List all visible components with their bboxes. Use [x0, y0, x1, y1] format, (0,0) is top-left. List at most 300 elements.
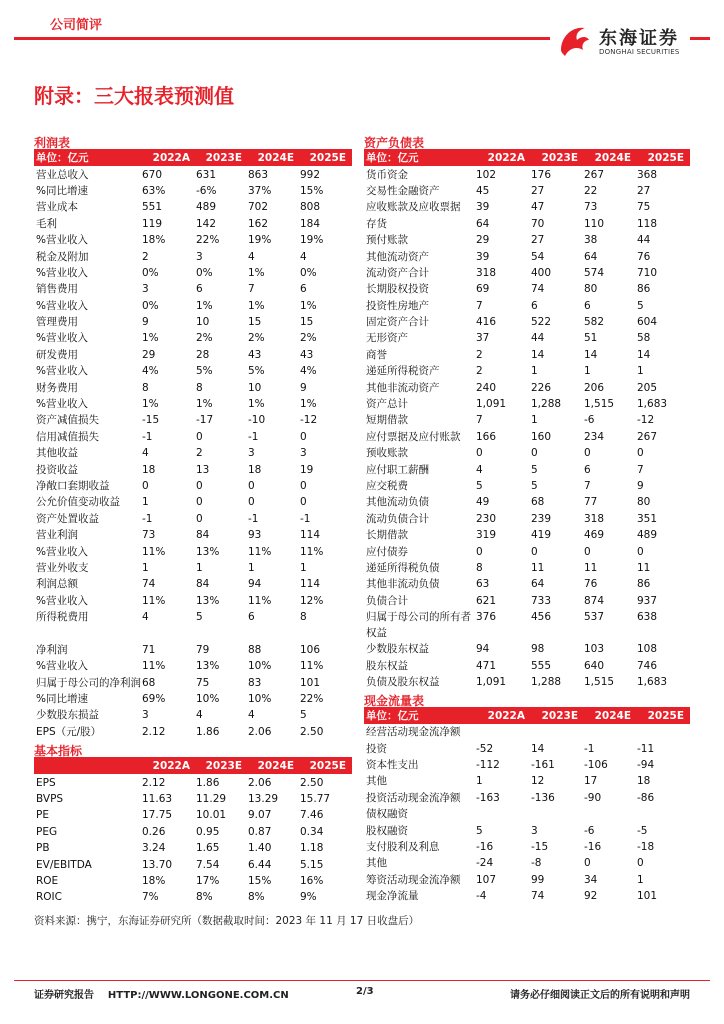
cell-value: 9 [142, 316, 149, 329]
row-label: 固定资产合计 [366, 316, 429, 329]
cell-value: 94 [476, 643, 490, 656]
table-row [34, 412, 352, 428]
row-label: 资产减值损失 [36, 414, 99, 427]
cell-value: 70 [531, 217, 545, 230]
row-label: 营业利润 [36, 529, 78, 542]
cell-value: 37% [248, 184, 272, 197]
row-label: 管理费用 [36, 316, 78, 329]
table-row [364, 232, 690, 248]
cell-value: -106 [584, 758, 608, 771]
cell-value: 22% [196, 234, 220, 247]
cell-value: 102 [476, 168, 497, 181]
cell-value: 101 [637, 890, 658, 903]
cell-value: 5.15 [300, 858, 324, 871]
table-row [364, 609, 690, 641]
table-row [34, 248, 352, 264]
cell-value: 1.86 [196, 776, 220, 789]
table-row [364, 199, 690, 215]
cell-value: 1% [248, 266, 265, 279]
cell-value: 0 [196, 496, 203, 509]
row-label: %同比增速 [36, 693, 88, 706]
cell-value: 992 [300, 168, 321, 181]
cell-value: 4 [196, 709, 203, 722]
cell-value: 0.95 [196, 825, 220, 838]
cell-value: 9.07 [248, 809, 272, 822]
cell-value: 39 [476, 201, 490, 214]
column-header: 2025E [300, 150, 352, 166]
cell-value: 94 [248, 578, 262, 591]
cell-value: 11% [300, 545, 324, 558]
table-row [34, 216, 352, 232]
cell-value: 49 [476, 496, 490, 509]
cell-value: 14 [531, 742, 545, 755]
column-header: 2022A [142, 150, 196, 166]
cell-value: 733 [531, 594, 552, 607]
cell-value: 489 [196, 201, 217, 214]
table-row [34, 856, 352, 872]
cell-value: 863 [248, 168, 269, 181]
table-row [364, 298, 690, 314]
cell-value: 0 [248, 480, 255, 492]
row-label: 研发费用 [36, 348, 78, 361]
cell-value: 14 [637, 348, 651, 361]
table-row [364, 806, 690, 822]
cell-value: 702 [248, 201, 269, 214]
cell-value: 5 [531, 463, 538, 476]
cell-value: 75 [637, 201, 651, 214]
cell-value: 108 [637, 643, 658, 656]
cell-value: 1% [248, 398, 265, 411]
row-label: 应收账款及应收票据 [366, 201, 461, 214]
cell-value: 937 [637, 594, 658, 607]
footer-website[interactable]: 证券研究报告 HTTP://WWW.LONGONE.COM.CN [34, 990, 289, 1001]
cell-value: 5 [196, 611, 203, 624]
row-label: %营业收入 [36, 266, 88, 279]
cell-value: 1 [531, 365, 538, 378]
cell-value: 5 [300, 709, 307, 722]
table-row [364, 183, 690, 199]
cashflow-table [364, 708, 690, 904]
cell-value: 142 [196, 217, 217, 230]
table-row [364, 657, 690, 673]
column-header: 2025E [300, 758, 352, 774]
cell-value: 6 [584, 463, 591, 476]
cell-value: 0 [531, 545, 538, 558]
cell-value: 0.87 [248, 825, 272, 838]
row-label: 净利润 [36, 643, 68, 656]
table-row [34, 330, 352, 346]
cell-value: 604 [637, 316, 658, 329]
table-row [34, 183, 352, 199]
row-label: %营业收入 [36, 594, 88, 607]
cell-value: 69 [476, 283, 490, 296]
row-label: %营业收入 [36, 660, 88, 673]
cell-value: 15 [300, 316, 314, 329]
cell-value: 63 [476, 578, 490, 591]
cell-value: -10 [248, 414, 266, 427]
column-header: 单位：亿元 [364, 150, 476, 166]
cell-value: 13% [196, 594, 220, 607]
cell-value: 83 [248, 676, 262, 689]
header-divider-right [690, 37, 710, 40]
cell-value: -94 [637, 758, 655, 771]
cell-value: 489 [637, 529, 658, 542]
column-header: 2023E [531, 708, 584, 724]
column-header: 2022A [476, 150, 531, 166]
row-label: 股权融资 [366, 824, 408, 837]
table-row [34, 889, 352, 905]
column-header: 2023E [531, 150, 584, 166]
cell-value: 6 [196, 283, 203, 296]
cell-value: 1,683 [637, 675, 668, 688]
cell-value: 3 [196, 250, 203, 263]
cell-value [637, 724, 690, 740]
cell-value: 7 [637, 463, 644, 476]
cell-value: 6 [531, 299, 538, 312]
cell-value: 27 [531, 234, 545, 247]
cell-value [300, 625, 352, 641]
cell-value: 13 [196, 463, 210, 476]
cell-value: 631 [196, 168, 217, 181]
table-row [364, 429, 690, 445]
row-label: PB [36, 842, 50, 855]
cell-value: 15 [248, 316, 262, 329]
table-row [364, 511, 690, 527]
cell-value: 1,515 [584, 398, 615, 411]
row-label: %营业收入 [36, 365, 88, 378]
income-statement-table [34, 150, 352, 740]
cell-value: 1,091 [476, 675, 507, 688]
cell-value: 18 [248, 463, 262, 476]
column-header: 2022A [142, 758, 196, 774]
cell-value: 86 [637, 283, 651, 296]
cell-value [584, 724, 637, 740]
cell-value: 3 [142, 283, 149, 296]
table-row [364, 724, 690, 740]
cell-value: 2.12 [142, 776, 166, 789]
column-header: 2022A [476, 708, 531, 724]
cell-value: 10% [196, 693, 220, 706]
table-header-row [34, 758, 352, 774]
table-row [34, 543, 352, 559]
table-row [364, 281, 690, 297]
row-label: 货币资金 [366, 168, 408, 181]
table-row [364, 216, 690, 232]
table-row [364, 855, 690, 871]
balance-sheet-title: 资产负债表 [364, 136, 690, 150]
table-row [364, 790, 690, 806]
cell-value: -24 [476, 857, 494, 870]
row-label: %营业收入 [36, 332, 88, 345]
cell-value: 3.24 [142, 842, 166, 855]
cell-value: 1,091 [476, 398, 507, 411]
income-statement-title: 利润表 [34, 136, 352, 150]
cell-value: 0% [142, 299, 159, 312]
cell-value: 0 [196, 430, 203, 443]
table-row [364, 527, 690, 543]
cell-value: 64 [531, 578, 545, 591]
cell-value: 5 [476, 824, 483, 837]
table-row [34, 199, 352, 215]
cell-value: 0 [637, 545, 644, 558]
cell-value: 39 [476, 250, 490, 263]
cell-value: 1 [476, 775, 483, 788]
table-row [34, 396, 352, 412]
cell-value: 1.65 [196, 842, 220, 855]
row-label: BVPS [36, 792, 64, 805]
column-header: 2024E [584, 708, 637, 724]
row-label: 负债合计 [366, 594, 408, 607]
cell-value: 319 [476, 529, 497, 542]
cell-value: 18% [142, 234, 166, 247]
table-row [34, 314, 352, 330]
cell-value: 43 [248, 348, 262, 361]
cell-value: 9 [300, 381, 307, 394]
cell-value: 4 [142, 611, 149, 624]
table-row [34, 609, 352, 625]
cell-value: 6 [300, 283, 307, 296]
row-label: 筹资活动现金流净额 [366, 873, 461, 886]
table-row [34, 560, 352, 576]
cell-value: -18 [637, 840, 655, 853]
cell-value: 5 [637, 299, 644, 312]
row-label: 应交税费 [366, 480, 408, 492]
cell-value: 74 [142, 578, 156, 591]
table-row [34, 265, 352, 281]
cell-value: 69% [142, 693, 166, 706]
logo-text-en: DONGHAI SECURITIES [599, 48, 680, 56]
cell-value: 64 [476, 217, 490, 230]
table-row [364, 330, 690, 346]
table-header-row [364, 150, 690, 166]
cell-value: 6 [248, 611, 255, 624]
cell-value [248, 625, 300, 641]
row-label: 无形资产 [366, 332, 408, 345]
table-row [364, 412, 690, 428]
cell-value: -15 [531, 840, 549, 853]
cell-value: 11% [142, 660, 166, 673]
table-row [364, 314, 690, 330]
cell-value: 10% [248, 693, 272, 706]
footer-disclaimer: 请务必仔细阅读正文后的所有说明和声明 [510, 990, 690, 1001]
cell-value: 74 [531, 283, 545, 296]
cell-value: 5 [476, 480, 483, 492]
cell-value [637, 806, 690, 822]
balance-sheet-table [364, 150, 690, 690]
row-label: 营业外收支 [36, 561, 89, 574]
row-label: 递延所得税资产 [366, 365, 440, 378]
table-row [364, 396, 690, 412]
footer-divider [14, 980, 710, 981]
cell-value: 37 [476, 332, 490, 345]
table-row [34, 807, 352, 823]
cell-value: 19% [248, 234, 272, 247]
page-number: 2/3 [356, 986, 374, 997]
cell-value: -1 [142, 430, 153, 443]
cell-value: -161 [531, 758, 555, 771]
cell-value: 471 [476, 659, 497, 672]
row-label: 所得税费用 [36, 611, 89, 624]
cell-value: 351 [637, 512, 658, 525]
cell-value: 0 [196, 512, 203, 525]
cell-value: 9% [300, 891, 317, 904]
cell-value: 13% [196, 660, 220, 673]
cell-value: -4 [476, 890, 487, 903]
cell-value: 0 [300, 496, 307, 509]
cell-value: 0.34 [300, 825, 324, 838]
cell-value: 7 [476, 299, 483, 312]
cell-value: 0 [476, 545, 483, 558]
cell-value: 103 [584, 643, 605, 656]
cell-value: 15% [300, 184, 324, 197]
cell-value: 621 [476, 594, 497, 607]
cell-value: 2.50 [300, 776, 324, 789]
row-label: 少数股东损益 [36, 709, 99, 722]
cell-value: 234 [584, 430, 605, 443]
row-label: 存货 [366, 217, 387, 230]
cell-value: 416 [476, 316, 497, 329]
cell-value [142, 625, 196, 641]
row-label: 净敞口套期收益 [36, 480, 110, 492]
cell-value: 5 [531, 480, 538, 492]
cell-value: 84 [196, 529, 210, 542]
table-row [364, 461, 690, 477]
column-header: 2024E [248, 758, 300, 774]
cell-value: -15 [142, 414, 160, 427]
column-header: 2023E [196, 150, 248, 166]
cell-value: 80 [584, 283, 598, 296]
cell-value: 1,288 [531, 675, 562, 688]
cell-value: 1 [196, 561, 203, 574]
cell-value: 10.01 [196, 809, 227, 822]
cell-value: 19 [300, 463, 314, 476]
row-label: 资产处置收益 [36, 512, 99, 525]
row-label: 其他 [366, 857, 387, 870]
cell-value: 110 [584, 217, 605, 230]
cell-value [476, 724, 531, 740]
row-label: 投资活动现金流净额 [366, 791, 461, 804]
cell-value: 18 [142, 463, 156, 476]
table-row [364, 494, 690, 510]
cell-value: 4 [142, 447, 149, 460]
cell-value: 5% [248, 365, 265, 378]
cell-value: 10% [248, 660, 272, 673]
row-label: 应付债券 [366, 545, 408, 558]
row-label: %营业收入 [36, 234, 88, 247]
table-row [34, 429, 352, 445]
row-label: 毛利 [36, 217, 57, 230]
table-row [34, 675, 352, 691]
table-row [34, 461, 352, 477]
cell-value [531, 806, 584, 822]
cell-value: 98 [531, 643, 545, 656]
cell-value: 88 [248, 643, 262, 656]
cell-value: 11 [637, 561, 651, 574]
row-label: 营业总收入 [36, 168, 89, 181]
cell-value: 77 [584, 496, 598, 509]
table-row [364, 641, 690, 657]
table-row [34, 824, 352, 840]
cell-value: 44 [637, 234, 651, 247]
cell-value: 34 [584, 873, 598, 886]
row-label: 其他流动资产 [366, 250, 429, 263]
company-logo [555, 20, 689, 60]
cell-value: 574 [584, 266, 605, 279]
indicators-title: 基本指标 [34, 744, 352, 758]
cell-value: 93 [248, 529, 262, 542]
table-row [364, 166, 690, 182]
row-label: 递延所得税负债 [366, 561, 440, 574]
table-row [34, 232, 352, 248]
cell-value: 119 [142, 217, 163, 230]
cell-value: 84 [196, 578, 210, 591]
cell-value: 1% [248, 299, 265, 312]
table-row [364, 822, 690, 838]
cell-value: 368 [637, 168, 658, 181]
cell-value: 17 [584, 775, 598, 788]
cell-value: 0 [248, 496, 255, 509]
cell-value: 551 [142, 201, 163, 214]
row-label: 财务费用 [36, 381, 78, 394]
page-title: 附录：三大报表预测值 [34, 84, 234, 108]
cell-value: 80 [637, 496, 651, 509]
cell-value: 160 [531, 430, 552, 443]
cell-value: 1 [637, 365, 644, 378]
cell-value: 27 [531, 184, 545, 197]
cell-value: 4 [248, 709, 255, 722]
cell-value: 7 [248, 283, 255, 296]
cell-value: -16 [476, 840, 494, 853]
cell-value: 3 [531, 824, 538, 837]
row-label: EPS（元/股） [36, 725, 102, 738]
table-row [364, 445, 690, 461]
cell-value: 44 [531, 332, 545, 345]
table-row [364, 265, 690, 281]
row-label: 其他 [366, 775, 387, 788]
cell-value: 99 [531, 873, 545, 886]
cell-value: 118 [637, 217, 658, 230]
cell-value: 1% [142, 332, 159, 345]
cell-value: 3 [142, 709, 149, 722]
row-label: 利润总额 [36, 578, 78, 591]
cell-value: 0 [300, 480, 307, 492]
cell-value: 45 [476, 184, 490, 197]
cell-value: 2 [196, 447, 203, 460]
cell-value: 226 [531, 381, 552, 394]
cell-value: 0 [531, 447, 538, 460]
column-header [34, 758, 142, 774]
row-label: 长期股权投资 [366, 283, 429, 296]
cell-value: 43 [300, 348, 314, 361]
cell-value: 11% [142, 594, 166, 607]
row-label: PEG [36, 825, 58, 838]
cell-value: 0 [300, 430, 307, 443]
cell-value: 0 [584, 447, 591, 460]
row-label: 预收账款 [366, 447, 408, 460]
row-label: 归属于母公司的净利润 [36, 676, 141, 689]
cell-value: 2 [142, 250, 149, 263]
cell-value: 2.50 [300, 725, 324, 738]
cell-value: 318 [476, 266, 497, 279]
table-row [364, 674, 690, 690]
row-label: 少数股东权益 [366, 643, 429, 656]
cell-value: 18 [637, 775, 651, 788]
row-label: 商誉 [366, 348, 387, 361]
cell-value: 29 [142, 348, 156, 361]
cell-value: 184 [300, 217, 321, 230]
cell-value: 0.26 [142, 825, 166, 838]
cell-value: 86 [637, 578, 651, 591]
